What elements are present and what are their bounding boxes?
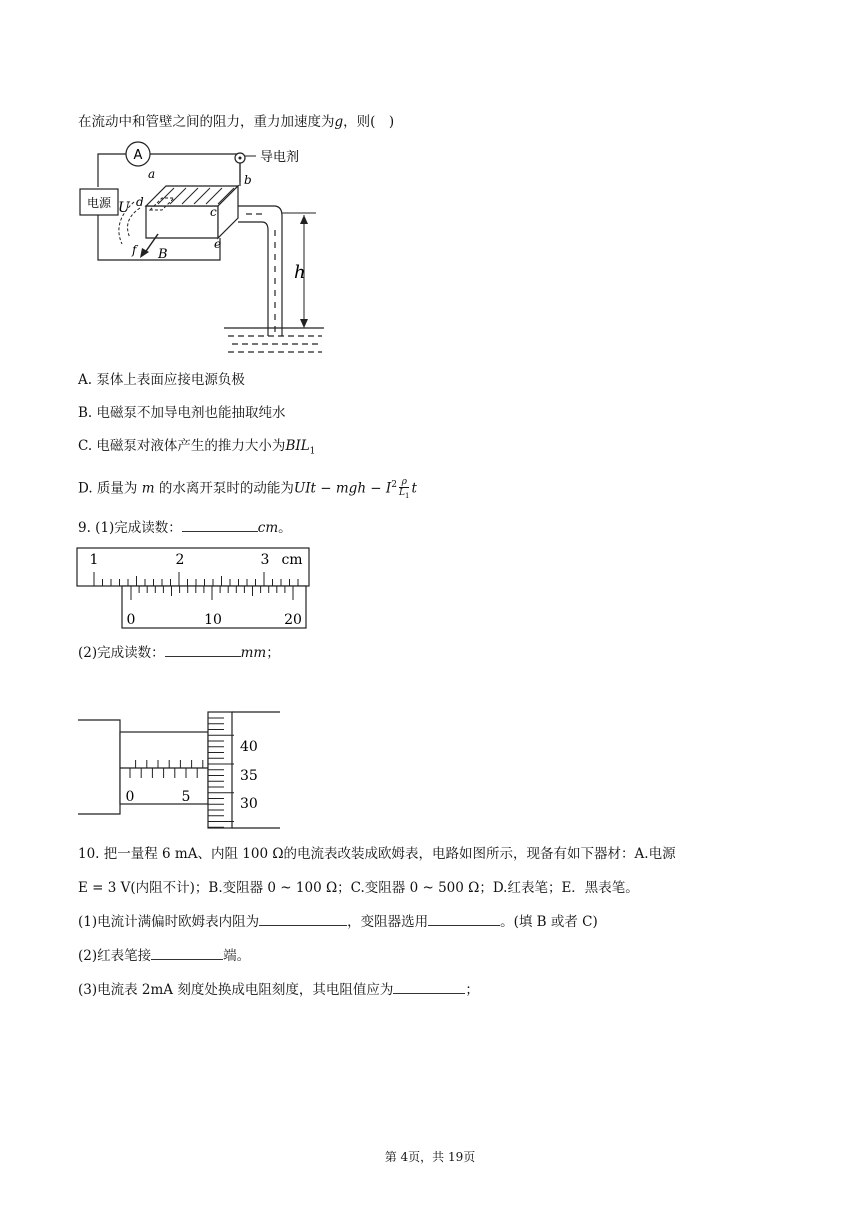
q9-answer-blank-2[interactable] — [165, 642, 241, 657]
h-label: h — [294, 262, 306, 283]
option-a: A. 泵体上表面应接电源负极 — [78, 372, 245, 388]
vernier-label-10: 10 — [204, 612, 222, 628]
sleeve-label-5: 5 — [181, 789, 191, 805]
label-B: B — [158, 247, 168, 262]
q10-line1: 10. 把一量程 6 mA、内阻 100 Ω的电流表改装成欧姆表，电路如图所示，现备有如下器材：A.电源 — [78, 846, 676, 862]
micrometer-figure — [78, 708, 288, 832]
vernier-caliper-figure — [76, 546, 312, 632]
q9-part1: 9. (1)完成读数： cm。 — [78, 517, 292, 538]
sleeve-label-0: 0 — [125, 789, 135, 805]
q10-part1: (1)电流计满偏时欧姆表内阻为 ，变阻器选用 。(填 B 或者 C) — [78, 911, 598, 932]
thimble-label-35: 35 — [240, 768, 258, 784]
page-footer: 第 4页，共 19页 — [384, 1150, 476, 1164]
q10-part3: (3)电流表 2mA 刻度处换成电阻刻度，其电阻值应为 ； — [78, 979, 479, 1000]
q10-answer-blank-3[interactable] — [151, 945, 223, 960]
label-U: U — [118, 200, 130, 216]
q10-answer-blank-4[interactable] — [393, 979, 465, 994]
vernier-label-20: 20 — [284, 612, 302, 628]
q8-stem-end: 在流动中和管壁之间的阻力，重力加速度为g，则( ) — [78, 114, 395, 130]
thimble-label-30: 30 — [240, 796, 258, 812]
agent-label: 导电剂 — [260, 150, 300, 165]
fraction-rho-over-L1: $\frac{\rho}{L_1}$ — [398, 477, 410, 500]
label-b: b — [244, 173, 252, 187]
vernier-label-0: 0 — [126, 612, 136, 628]
q9-part2: (2)完成读数： mm； — [78, 642, 280, 663]
label-a: a — [148, 167, 156, 181]
thimble-label-40: 40 — [240, 739, 258, 755]
option-b: B. 电磁泵不加导电剂也能抽取纯水 — [78, 405, 286, 421]
em-pump-figure — [78, 140, 338, 365]
option-c: C. 电磁泵对液体产生的推力大小为$BIL_1$ — [78, 438, 316, 457]
q10-part2: (2)红表笔接 端。 — [78, 945, 250, 966]
power-label: 电源 — [86, 196, 112, 210]
label-d: d — [136, 195, 144, 209]
q10-answer-blank-2[interactable] — [428, 911, 500, 926]
label-c: c — [210, 205, 217, 219]
option-d: D. 质量为 m 的水离开泵时的动能为UIt − mgh − $I^2$ $\frac{\rho}{L_1}$ t — [78, 477, 417, 500]
q10-answer-blank-1[interactable] — [259, 911, 347, 926]
label-e: e — [214, 237, 222, 251]
main-label-3: 3 — [260, 552, 270, 568]
ammeter-label: A — [133, 148, 143, 163]
unit-label: cm — [281, 552, 303, 568]
q9-answer-blank-1[interactable] — [182, 517, 258, 532]
main-label-2: 2 — [175, 552, 185, 568]
label-f: f — [132, 243, 137, 257]
main-label-1: 1 — [89, 552, 99, 568]
q10-line2: E = 3 V(内阻不计)；B.变阻器 0 ~ 100 Ω；C.变阻器 0 ~ 500 Ω；D.红表笔；E．黑表笔。 — [78, 880, 639, 896]
